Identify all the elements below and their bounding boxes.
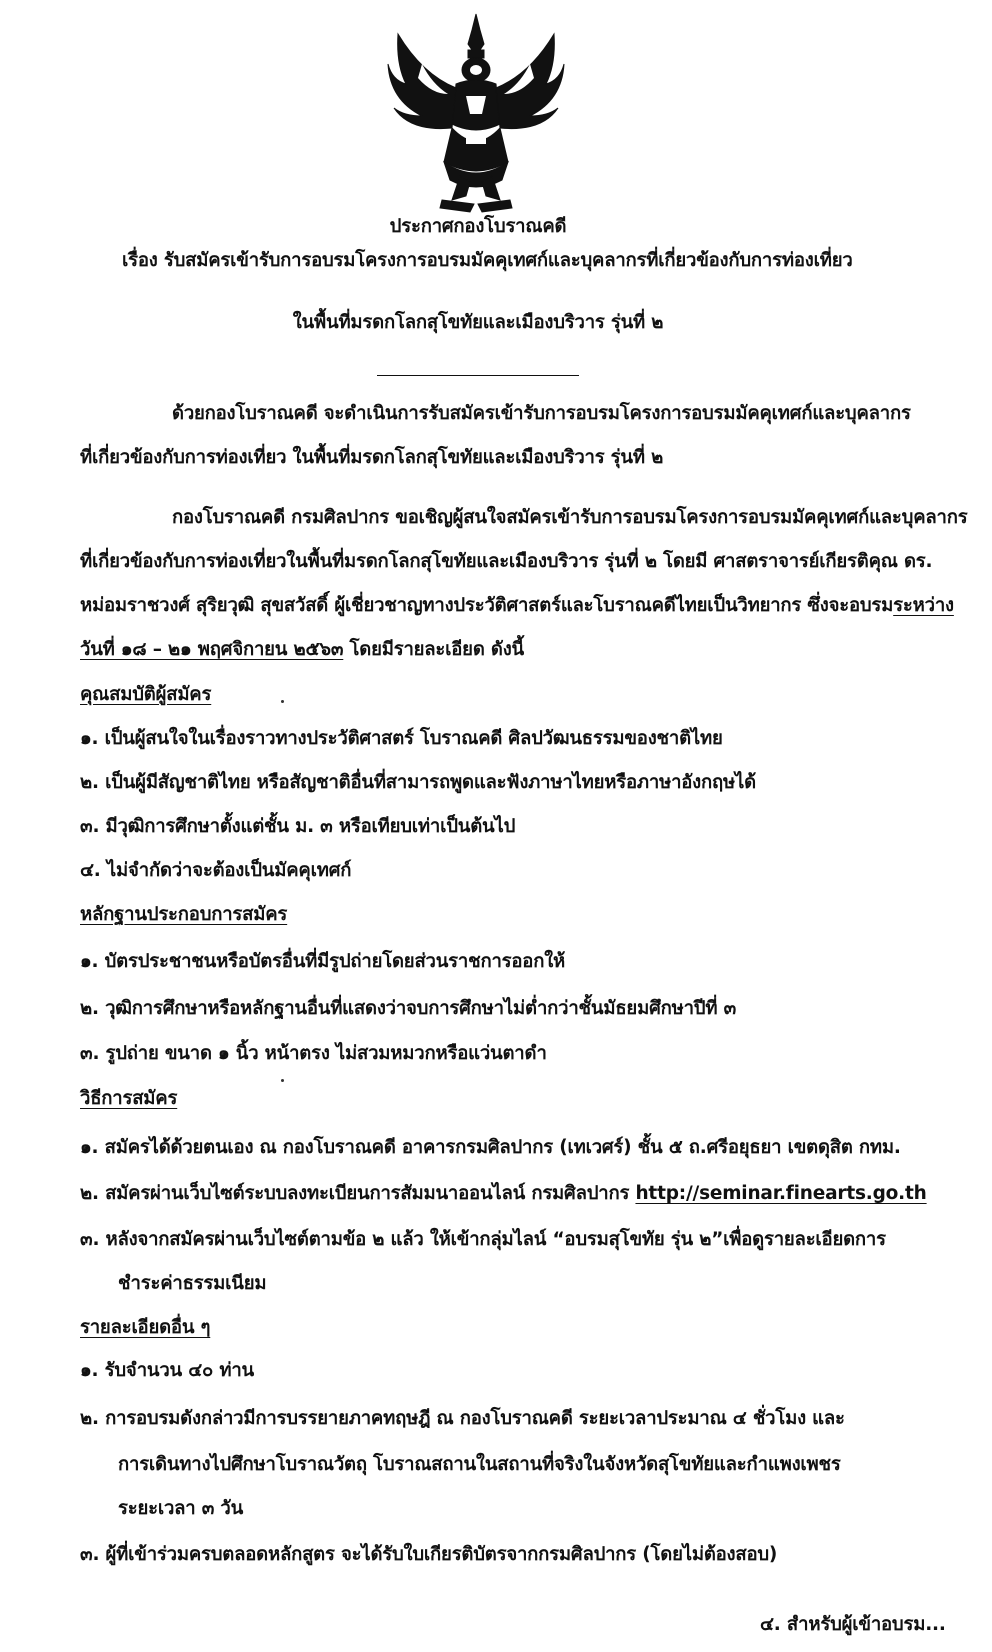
invite-line-4-text: โดยมีรายละเอียด ดังนี้ (343, 639, 524, 660)
apply-item-1: ๑. สมัครได้ด้วยตนเอง ณ กองโบราณคดี อาคารกรมศิลปากร (เทเวศร์) ชั้น ๕ ถ.ศรีอยุธยา เขตดุสิต กทม. (80, 1137, 901, 1158)
continued-footer: ๔. สำหรับผู้เข้าอบรม... (760, 1614, 946, 1635)
subject-line-2: ในพื้นที่มรดกโลกสุโขทัยและเมืองบริวาร รุ่นที่ ๒ (292, 312, 664, 333)
other-item-3: ๓. ผู้ที่เข้าร่วมครบตลอดหลักสูตร จะได้รับใบเกียรติบัตรจากกรมศิลปากร (โดยไม่ต้องสอบ) (80, 1544, 778, 1565)
training-dates: วันที่ ๑๘ – ๒๑ พฤศจิกายน ๒๕๖๓ (80, 639, 344, 660)
other-item-1: ๑. รับจำนวน ๔๐ ท่าน (80, 1360, 255, 1381)
garuda-emblem-icon (382, 4, 570, 216)
intro-line-2: ที่เกี่ยวข้องกับการท่องเที่ยว ในพื้นที่มรดกโลกสุโขทัยและเมืองบริวาร รุ่นที่ ๒ (80, 447, 664, 468)
apply-item-2 (80, 1185, 927, 1204)
apply-heading: วิธีการสมัคร (80, 1088, 178, 1109)
qualifications-heading: คุณสมบัติผู้สมัคร (80, 684, 212, 705)
invite-line-3-text: หม่อมราชวงศ์ สุริยวุฒิ สุขสวัสดิ์ ผู้เชี่ยวชาญทางประวัติศาสตร์และโบราณคดีไทยเป็นวิทยากร ซึ่งจะอบรม (80, 595, 894, 616)
other-item-2-line-1: ๒. การอบรมดังกล่าวมีการบรรยายภาคทฤษฎี ณ กองโบราณคดี ระยะเวลาประมาณ ๔ ชั่วโมง และ (80, 1408, 845, 1429)
announcement-title: ประกาศกองโบราณคดี (389, 216, 567, 237)
documents-heading: หลักฐานประกอบการสมัคร (80, 904, 288, 925)
qualification-item-3: ๓. มีวุฒิการศึกษาตั้งแต่ชั้น ม. ๓ หรือเทียบเท่าเป็นต้นไป (80, 816, 516, 837)
document-item-2: ๒. วุฒิการศึกษาหรือหลักฐานอื่นที่แสดงว่าจบการศึกษาไม่ต่ำกว่าชั้นมัธยมศึกษาปีที่ ๓ (80, 998, 737, 1019)
scan-speck (281, 1079, 284, 1082)
document-item-3: ๓. รูปถ่าย ขนาด ๑ นิ้ว หน้าตรง ไม่สวมหมวกหรือแว่นตาดำ (80, 1043, 547, 1064)
other-item-2-line-3: ระยะเวลา ๓ วัน (118, 1498, 244, 1519)
document-item-1: ๑. บัตรประชาชนหรือบัตรอื่นที่มีรูปถ่ายโดยส่วนราชการออกให้ (80, 951, 566, 972)
invite-line-1: กองโบราณคดี กรมศิลปากร ขอเชิญผู้สนใจสมัครเข้ารับการอบรมโครงการอบรมมัคคุเทศก์และบุคลากร (172, 507, 968, 528)
subject-line-1: เรื่อง รับสมัครเข้ารับการอบรมโครงการอบรมมัคคุเทศก์และบุคลากรที่เกี่ยวข้องกับการท่องเที่ยว (122, 250, 853, 271)
invite-line-2: ที่เกี่ยวข้องกับการท่องเที่ยวในพื้นที่มรดกโลกสุโขทัยและเมืองบริวาร รุ่นที่ ๒ โดยมี ศาสตราจารย์เกียรติคุณ ดร. (80, 551, 933, 572)
qualification-item-2: ๒. เป็นผู้มีสัญชาติไทย หรือสัญชาติอื่นที่สามารถพูดและฟังภาษาไทยหรือภาษาอังกฤษได้ (80, 772, 756, 793)
invite-line-3 (80, 597, 954, 616)
intro-line-1: ด้วยกองโบราณคดี จะดำเนินการรับสมัครเข้ารับการอบรมโครงการอบรมมัคคุเทศก์และบุคลากร (172, 403, 911, 424)
scan-speck (281, 700, 284, 703)
invite-between: ระหว่าง (893, 595, 954, 616)
invite-line-4 (80, 641, 524, 660)
other-item-2-line-2: การเดินทางไปศึกษาโบราณวัตถุ โบราณสถานในสถานที่จริงในจังหวัดสุโขทัยและกำแพงเพชร (118, 1454, 841, 1475)
apply-item-3-line-1: ๓. หลังจากสมัครผ่านเว็บไซต์ตามข้อ ๒ แล้ว ให้เข้ากลุ่มไลน์ “อบรมสุโขทัย รุ่น ๒”เพื่อดูรายละเอียดการ (80, 1229, 886, 1250)
qualification-item-1: ๑. เป็นผู้สนใจในเรื่องราวทางประวัติศาสตร์ โบราณคดี ศิลปวัฒนธรรมของชาติไทย (80, 728, 723, 749)
title-divider (377, 375, 579, 376)
qualification-item-4: ๔. ไม่จำกัดว่าจะต้องเป็นมัคคุเทศก์ (80, 860, 352, 881)
apply-item-2-text: ๒. สมัครผ่านเว็บไซต์ระบบลงทะเบียนการสัมมนาออนไลน์ กรมศิลปากร (80, 1183, 636, 1204)
other-details-heading: รายละเอียดอื่น ๆ (80, 1317, 211, 1338)
apply-item-3-line-2: ชำระค่าธรรมเนียม (118, 1273, 267, 1294)
seminar-website-link[interactable]: http://seminar.finearts.go.th (635, 1183, 927, 1204)
